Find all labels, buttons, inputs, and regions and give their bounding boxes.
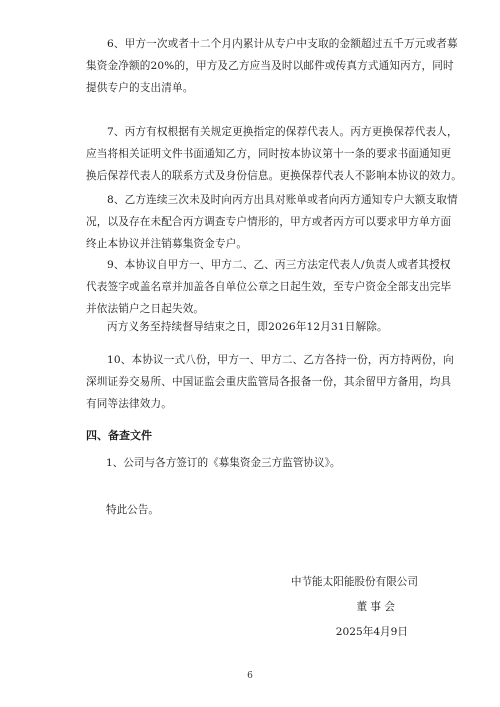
clause-line: 7、丙方有权根据有关规定更换指定的保荐代表人。丙方更换保荐代表人， [107,126,458,138]
clause-line: 8、乙方连续三次未及时向丙方出具对账单或者向丙方通知专户大额支取情 [107,194,458,206]
clause-line: 9、本协议自甲方一、甲方二、乙、丙三方法定代表人/负责人或者其授权 [107,259,451,271]
clause-9-obligation [86,316,416,338]
clause-line: 终止本协议并注销募集资金专户。 [86,238,248,250]
clause-8 [86,189,458,255]
clause-line: 提供专户的支出清单。 [86,82,194,94]
clause-line: 深圳证券交易所、中国证监会重庆监管局各报备一份，其余留甲方备用，均具 [86,376,452,388]
clause-line: 集资金净额的20%的，甲方及乙方应当及时以邮件或传真方式通知丙方，同时 [86,60,454,72]
signature-board: 董 事 会 [356,601,395,613]
clause-line: 应当将相关证明文件书面通知乙方，同时按本协议第十一条的要求书面通知更 [86,148,452,160]
reference-item: 1、公司与各方签订的《募集资金三方监管协议》。 [106,457,341,469]
clause-10 [86,349,454,415]
clause-line: 换后保荐代表人的联系方式及身份信息。更换保荐代表人不影响本协议的效力。 [86,170,463,182]
clause-line: 况，以及存在未配合丙方调查专户情形的，甲方或者丙方可以要求甲方单方面 [86,216,452,228]
clause-line: 并依法销户之日起失效。 [86,303,205,315]
section-heading: 四、备查文件 [86,429,152,442]
clause-line: 有同等法律效力。 [86,398,172,410]
closing-statement: 特此公告。 [106,504,159,516]
clause-line: 6、甲方一次或者十二个月内累计从专户中支取的金额超过五千万元或者募 [107,38,458,50]
clause-line: 代表签字或盖名章并加盖各自单位公章之日起生效，至专户资金全部支出完毕 [86,281,452,293]
page-number: 6 [247,671,253,681]
clause-line: 丙方义务至持续督导结束之日，即2026年12月31日解除。 [107,321,388,333]
signature-date: 2025年4月9日 [335,626,408,638]
signature-company: 中节能太阳能股份有限公司 [290,576,418,588]
clause-6 [86,33,458,99]
clause-9 [86,254,452,320]
clause-line: 10、本协议一式八份，甲方一、甲方二、乙方各持一份，丙方持两份，向 [107,354,454,366]
clause-7 [86,121,463,187]
